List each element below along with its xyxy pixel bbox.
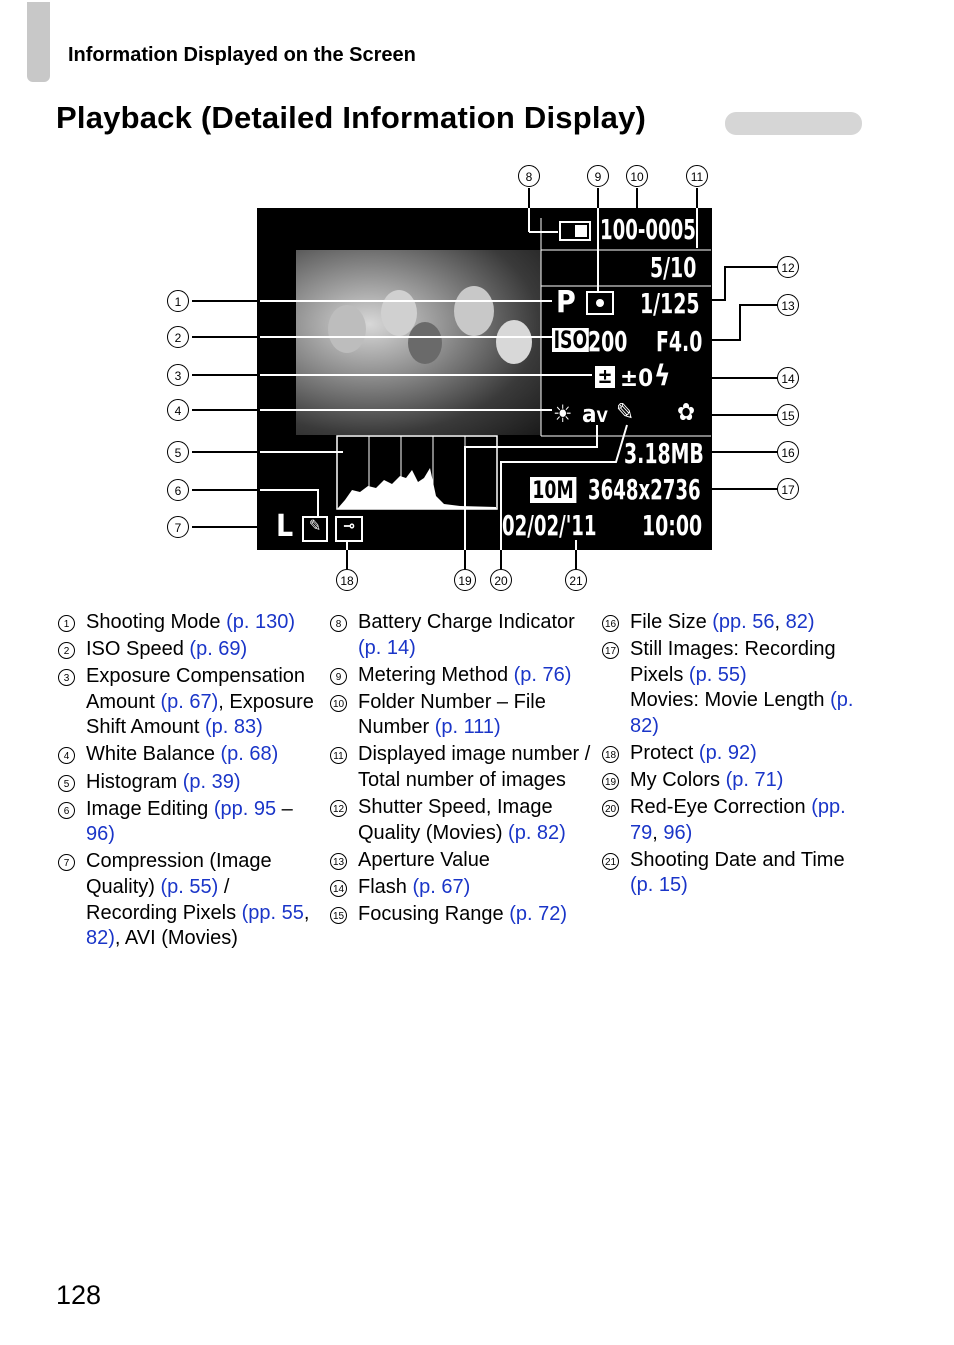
legend-number: 14	[330, 880, 347, 897]
legend-text: ,	[652, 821, 664, 844]
legend-number: 2	[58, 642, 75, 659]
legend-item-17	[602, 637, 867, 739]
callout-10: 10	[626, 165, 648, 187]
osd-image-count: 5/10	[650, 251, 697, 284]
section-label: Information Displayed on the Screen	[68, 44, 416, 66]
callout-21: 21	[565, 569, 587, 591]
legend-text: Focusing Range	[358, 903, 510, 926]
legend-number: 4	[58, 747, 75, 764]
legend-item-10	[330, 690, 595, 741]
callout-15: 15	[777, 404, 799, 426]
legend-item-9	[330, 663, 595, 689]
legend-text: Compression (Image Quality)	[86, 850, 272, 898]
legend-number: 10	[330, 695, 347, 712]
legend-item-3	[58, 664, 323, 741]
callout-8: 8	[518, 165, 540, 187]
legend-item-5	[58, 770, 323, 796]
page-reference-link[interactable]: (p. 68)	[220, 743, 279, 766]
legend-text: ISO Speed	[86, 638, 190, 661]
page-reference-link[interactable]: 82)	[86, 927, 115, 950]
page-reference-link[interactable]: (p. 83)	[204, 716, 263, 739]
legend-item-13	[330, 848, 595, 874]
legend-item-6	[58, 797, 323, 848]
page-title: Playback (Detailed Information Display)	[56, 100, 647, 135]
page-reference-link[interactable]: (p. 72)	[509, 903, 568, 926]
legend-text: White Balance	[86, 743, 221, 766]
legend-text: Shooting Date and Time	[630, 848, 845, 871]
my-colors-icon: aV	[582, 400, 608, 428]
legend-number: 8	[330, 615, 347, 632]
page-reference-link[interactable]: 82)	[785, 611, 815, 633]
callout-11: 11	[686, 165, 708, 187]
legend-column-2	[330, 610, 595, 929]
legend-text: My Colors	[630, 769, 726, 792]
osd-folder-file: 100-0005	[600, 213, 696, 246]
callout-18: 18	[336, 569, 358, 591]
osd-iso-badge: ISO	[553, 326, 588, 354]
legend-text: ,	[774, 611, 786, 633]
legend-item-20	[602, 795, 867, 846]
legend-number: 3	[58, 669, 75, 686]
legend-text: Displayed image number / Total number of images	[358, 743, 591, 792]
legend-column-3	[602, 610, 867, 901]
legend-number: 17	[602, 642, 619, 659]
legend-item-14	[330, 875, 595, 901]
legend-text: Aperture Value	[358, 848, 490, 871]
legend-text: Exposure Compensation Amount	[86, 665, 306, 713]
osd-file-size: 3.18MB	[624, 437, 704, 470]
legend-number: 19	[602, 773, 619, 790]
legend-number: 1	[58, 615, 75, 632]
callout-20: 20	[490, 569, 512, 591]
page-reference-link[interactable]: (p. 67)	[412, 875, 471, 898]
callout-7: 7	[167, 516, 189, 538]
page-reference-link[interactable]: (p. 67)	[160, 690, 219, 713]
callout-1: 1	[167, 290, 189, 312]
image-editing-icon: ✎	[302, 516, 328, 542]
osd-exposure-icon: ±	[595, 366, 615, 388]
page-reference-link[interactable]: (pp. 95	[213, 797, 277, 820]
page-reference-link[interactable]: (p. 92)	[698, 741, 757, 764]
page-reference-link[interactable]: 96)	[86, 823, 115, 846]
legend-text: Shutter Speed, Image Quality (Movies)	[358, 796, 553, 844]
legend-item-16	[602, 610, 867, 636]
page-reference-link[interactable]: (p. 69)	[189, 638, 248, 661]
legend-number: 20	[602, 800, 619, 817]
protect-icon: ⊸	[335, 516, 363, 542]
legend-column-1	[58, 610, 323, 953]
page-number: 128	[56, 1280, 102, 1310]
page-reference-link[interactable]: (p. 39)	[182, 770, 241, 793]
playback-display-diagram	[0, 0, 954, 610]
legend-item-12	[330, 795, 595, 846]
page-reference-link[interactable]: (p. 14)	[358, 636, 416, 659]
legend-number: 18	[602, 746, 619, 763]
callout-17: 17	[777, 478, 799, 500]
legend-text: Folder Number – File Number	[358, 690, 546, 739]
legend-text: ,	[303, 901, 310, 924]
osd-date: 02/02/'11	[502, 509, 597, 542]
page-reference-link[interactable]: (pp. 56	[712, 611, 775, 633]
legend-text: Flash	[358, 875, 413, 898]
legend-number: 12	[330, 800, 347, 817]
legend-text: Still Images: Recording Pixels	[630, 638, 836, 686]
leader-lines	[0, 0, 954, 610]
osd-time: 10:00	[642, 509, 703, 542]
legend-text: Image Editing	[86, 797, 214, 820]
legend-text: , AVI (Movies)	[114, 927, 238, 950]
legend-item-15	[330, 902, 595, 928]
legend-item-1	[58, 610, 323, 636]
page-reference-link[interactable]: (p. 82)	[630, 689, 854, 737]
callout-6: 6	[167, 479, 189, 501]
osd-iso: 200	[588, 325, 628, 358]
osd-exposure: ±0	[620, 364, 654, 392]
page-reference-link[interactable]: (p. 76)	[513, 663, 572, 686]
legend-text: File Size	[630, 611, 713, 633]
page-reference-link[interactable]: (pp. 55	[241, 901, 304, 924]
osd-shooting-mode: P	[556, 285, 576, 320]
legend-item-8	[330, 610, 595, 661]
callout-9: 9	[587, 165, 609, 187]
osd-pixels: 3648x2736	[588, 473, 701, 506]
osd-pixels-badge: 10M	[530, 477, 576, 503]
callout-12: 12	[777, 256, 799, 278]
legend-text: –	[276, 797, 293, 820]
callout-19: 19	[454, 569, 476, 591]
legend-item-2	[58, 637, 323, 663]
legend-text: Histogram	[86, 770, 183, 793]
page-reference-link[interactable]: (p. 82)	[508, 821, 566, 844]
page-reference-link[interactable]: (p. 15)	[630, 874, 688, 897]
page-reference-link[interactable]: (p. 111)	[434, 716, 501, 739]
legend-text: Protect	[630, 741, 699, 764]
legend-item-21	[602, 848, 867, 899]
legend-number: 15	[330, 907, 347, 924]
callout-3: 3	[167, 364, 189, 386]
callout-16: 16	[777, 441, 799, 463]
page-reference-link[interactable]: (pp. 79	[630, 796, 846, 844]
page-reference-link[interactable]: (p. 55)	[688, 663, 747, 686]
legend-number: 21	[602, 853, 619, 870]
legend-text: Metering Method	[358, 663, 514, 686]
legend-number: 6	[58, 802, 75, 819]
page-reference-link[interactable]: 96)	[663, 821, 693, 844]
osd-compression: L	[276, 509, 294, 544]
flash-icon: ϟ	[654, 359, 671, 392]
legend-text: Movies: Movie Length	[630, 689, 831, 712]
legend-number: 16	[602, 615, 619, 632]
page-reference-link[interactable]: (p. 71)	[725, 769, 784, 792]
osd-aperture: F4.0	[656, 325, 703, 358]
legend-text: Shooting Mode	[86, 611, 227, 633]
callout-4: 4	[167, 399, 189, 421]
callout-14: 14	[777, 367, 799, 389]
legend-number: 5	[58, 775, 75, 792]
callout-2: 2	[167, 326, 189, 348]
callout-5: 5	[167, 441, 189, 463]
legend-item-4	[58, 742, 323, 768]
page-reference-link[interactable]: (p. 55)	[160, 875, 219, 898]
legend-item-19	[602, 768, 867, 794]
legend-text: Red-Eye Correction	[630, 796, 812, 819]
callout-13: 13	[777, 294, 799, 316]
legend-item-11	[330, 742, 595, 793]
page-reference-link[interactable]: (p. 130)	[226, 611, 296, 633]
legend-number: 13	[330, 853, 347, 870]
red-eye-icon: ✎	[616, 398, 635, 426]
white-balance-icon: ☀	[553, 400, 573, 428]
legend-number: 9	[330, 668, 347, 685]
legend-text: , Exposure Shift Amount	[86, 690, 314, 739]
osd-shutter: 1/125	[640, 287, 700, 320]
legend-text: Battery Charge Indicator	[358, 611, 575, 633]
legend-item-7	[58, 849, 323, 951]
legend-item-18	[602, 741, 867, 767]
legend-number: 11	[330, 747, 347, 764]
legend-number: 7	[58, 854, 75, 871]
legend-text: / Recording Pixels	[86, 875, 242, 924]
focus-range-icon: ✿	[677, 398, 696, 426]
